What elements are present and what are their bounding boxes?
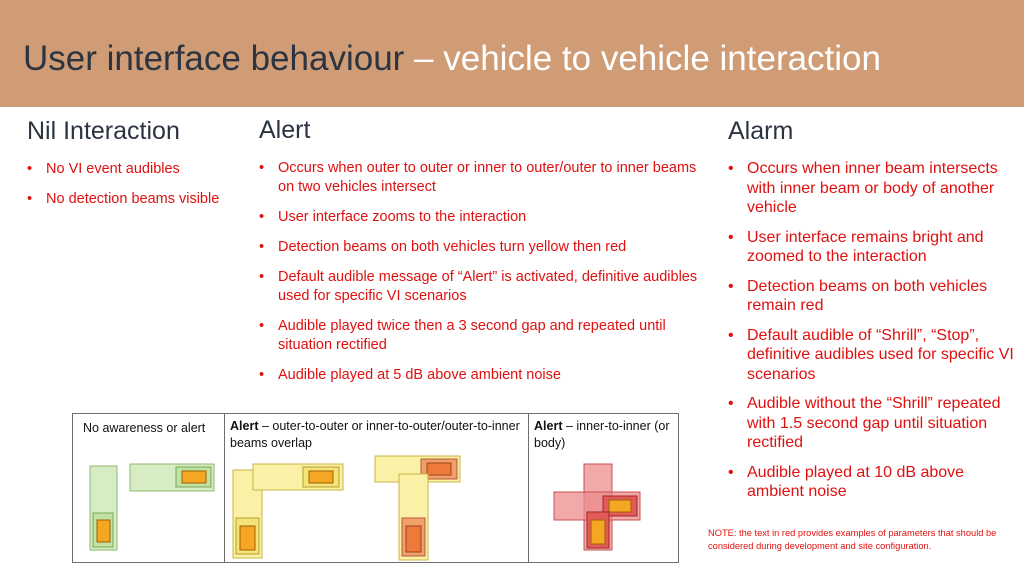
panel-alert-inner-graphic <box>529 414 679 562</box>
alarm-item: • Occurs when inner beam intersects with inner beam or body of another vehicle <box>728 159 1018 218</box>
nil-item: • No detection beams visible <box>27 190 222 209</box>
alarm-list <box>728 159 1018 512</box>
alert-item: • Occurs when outer to outer or inner to outer/outer to inner beams on two vehicles intersect <box>259 159 709 197</box>
panel-no-alert-caption: No awareness or alert <box>83 421 206 435</box>
alert-item: • User interface zooms to the interaction <box>259 208 709 227</box>
vehicle-body <box>240 526 255 550</box>
caption-bold: Alert <box>534 419 563 433</box>
panel-no-alert-graphic <box>73 414 224 562</box>
configuration-note: NOTE: the text in red provides examples of parameters that should be considered during development and site configuration. <box>708 528 997 551</box>
alarm-item: • Audible without the “Shrill” repeated with 1.5 second gap until situation rectified <box>728 394 1018 453</box>
vehicle-body <box>309 471 333 483</box>
vehicle-body <box>97 520 110 542</box>
alarm-item: • User interface remains bright and zoomed to the interaction <box>728 228 1018 267</box>
page-title <box>23 37 881 81</box>
title-banner <box>0 0 1024 107</box>
alert-item: • Audible played at 5 dB above ambient noise <box>259 366 709 385</box>
caption-rest: – outer-to-outer or inner-to-outer/outer-to-inner beams overlap <box>230 419 520 450</box>
vehicle-body <box>591 520 605 544</box>
alert-list <box>259 159 709 396</box>
alert-item: • Default audible message of “Alert” is activated, definitive audibles used for specific VI scenarios <box>259 268 709 306</box>
alarm-item: • Default audible of “Shrill”, “Stop”, definitive audibles used for specific VI scenarios <box>728 326 1018 385</box>
nil-item: • No VI event audibles <box>27 160 222 179</box>
panel-alert-outer-graphic <box>225 414 528 562</box>
vehicle-body <box>427 463 451 475</box>
vehicle-body <box>182 471 206 483</box>
vehicle-body <box>609 500 631 512</box>
title-separator: – <box>414 39 434 78</box>
caption-bold: Alert <box>230 419 259 433</box>
nil-list <box>27 160 222 220</box>
caption-rest: – inner-to-inner (or body) <box>534 419 670 450</box>
alert-heading: Alert <box>259 116 311 144</box>
alarm-heading: Alarm <box>728 117 794 145</box>
nil-heading: Nil Interaction <box>27 117 180 145</box>
alert-item: • Detection beams on both vehicles turn yellow then red <box>259 238 709 257</box>
vehicle-body <box>406 526 421 552</box>
alarm-item: • Detection beams on both vehicles remain red <box>728 277 1018 316</box>
alarm-item: • Audible played at 10 dB above ambient noise <box>728 463 1018 502</box>
vi-diagram <box>72 413 679 563</box>
alert-item: • Audible played twice then a 3 second gap and repeated until situation rectified <box>259 317 709 355</box>
title-subtitle: vehicle to vehicle interaction <box>443 39 881 78</box>
title-main: User interface behaviour <box>23 39 405 78</box>
